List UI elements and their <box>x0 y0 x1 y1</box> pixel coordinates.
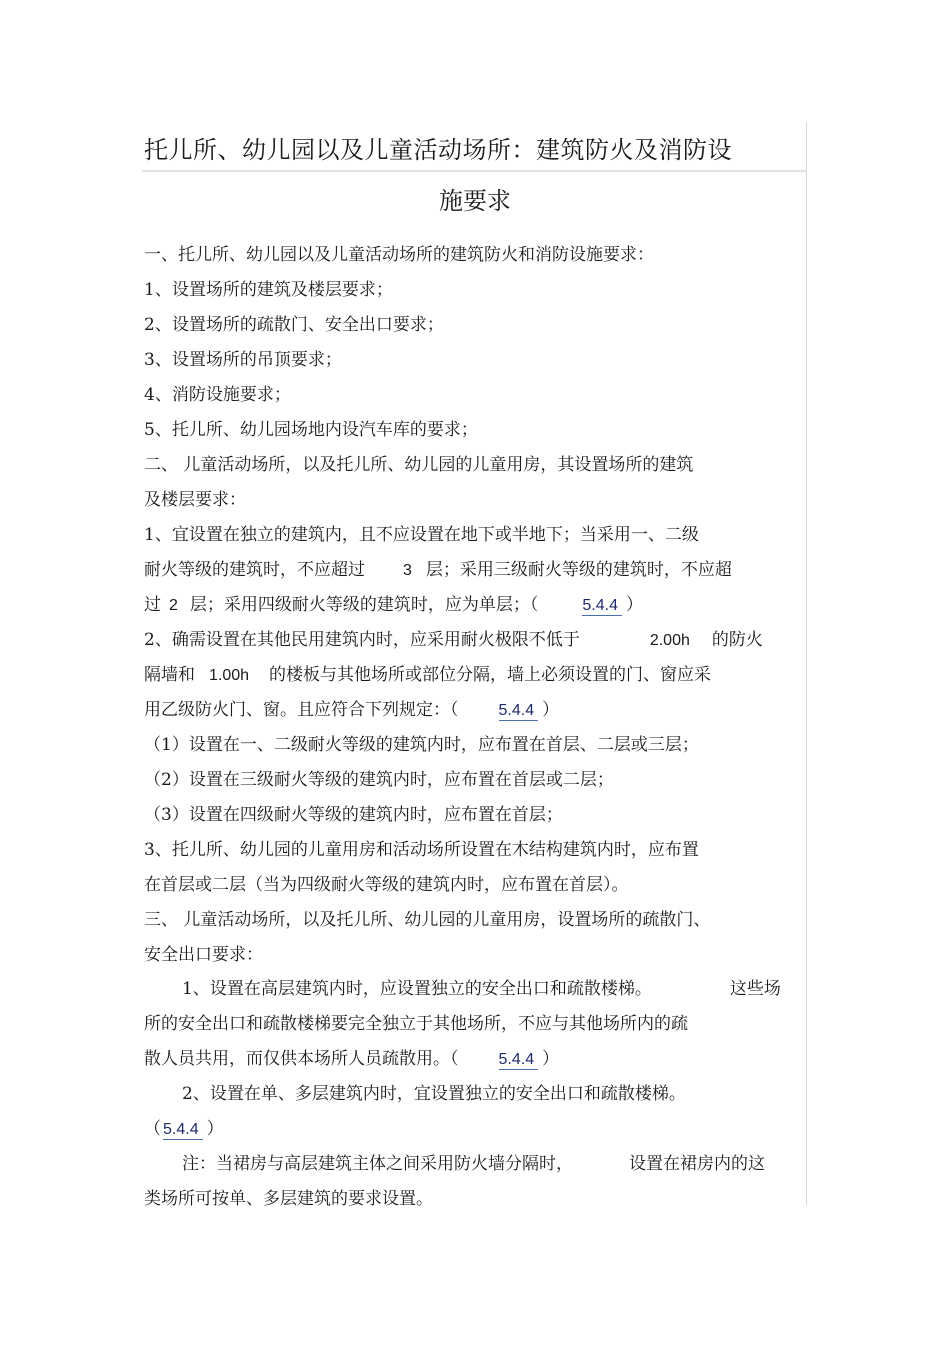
text-span: 层；采用三级耐火等级的建筑时，不应超 <box>425 560 732 580</box>
section1-item-2: 2、设置场所的疏散门、安全出口要求； <box>144 315 444 335</box>
text-span: 隔墙和 <box>144 665 195 685</box>
section1-item-4: 4、消防设施要求； <box>144 385 291 405</box>
section2-p2-line3 <box>144 699 559 721</box>
text-span: ） <box>542 700 560 720</box>
section2-p1-line2 <box>144 559 732 582</box>
text-span: 2、确需设置在其他民用建筑内时，应采用耐火极限不低于 <box>144 630 580 650</box>
fire-rating-value: 1.00h <box>209 667 250 684</box>
section1-item-3: 3、设置场所的吊顶要求； <box>144 350 342 370</box>
title-divider <box>142 170 806 172</box>
text-span: （ <box>144 1119 161 1139</box>
text-span: ） <box>542 1049 560 1069</box>
section2-p1-line3 <box>144 594 643 617</box>
section3-p2-line1: 2、设置在单、多层建筑内时，宜设置独立的安全出口和疏散楼梯。 <box>182 1084 686 1104</box>
section2-sub-item-3: （3）设置在四级耐火等级的建筑内时，应布置在首层； <box>144 805 563 825</box>
text-span: 散人员共用，而仅供本场所人员疏散用。（ <box>144 1049 459 1069</box>
document-title-line1: 托儿所、幼儿园以及儿童活动场所：建筑防火及消防设 <box>144 136 732 164</box>
section2-sub-item-1: （1）设置在一、二级耐火等级的建筑内时，应布置在首层、二层或三层； <box>144 735 699 755</box>
code-reference-link[interactable]: 5.4.4 <box>499 702 539 721</box>
code-reference-link[interactable]: 5.4.4 <box>582 597 622 616</box>
text-span: 这些场 <box>729 979 781 999</box>
section3-heading-line2: 安全出口要求： <box>144 945 263 965</box>
section2-sub-item-2: （2）设置在三级耐火等级的建筑内时，应布置在首层或二层； <box>144 770 614 790</box>
section1-item-1: 1、设置场所的建筑及楼层要求； <box>144 280 393 300</box>
text-span: ） <box>626 595 643 615</box>
text-span: 的楼板与其他场所或部位分隔，墙上必须设置的门、窗应采 <box>269 665 712 685</box>
text-span: 注：当裙房与高层建筑主体之间采用防火墙分隔时， <box>182 1154 573 1174</box>
section2-p2-line1 <box>144 629 763 652</box>
section3-p1-line1 <box>182 978 781 1000</box>
section3-note-line2: 类场所可按单、多层建筑的要求设置。 <box>144 1189 433 1209</box>
section2-p3-line1: 3、托儿所、幼儿园的儿童用房和活动场所设置在木结构建筑内时，应布置 <box>144 840 699 860</box>
code-reference-link[interactable]: 5.4.4 <box>499 1051 539 1070</box>
section1-heading: 一、托儿所、幼儿园以及儿童活动场所的建筑防火和消防设施要求： <box>144 245 654 265</box>
section2-p3-line2: 在首层或二层（当为四级耐火等级的建筑内时，应布置在首层）。 <box>144 875 629 895</box>
text-span: 设置在裙房内的这 <box>629 1154 765 1174</box>
section2-p2-line2 <box>144 664 711 687</box>
text-span: 过 <box>144 595 161 615</box>
section2-p1-line1: 1、宜设置在独立的建筑内，且不应设置在地下或半地下；当采用一、二级 <box>144 525 699 545</box>
section1-item-5: 5、托儿所、幼儿园场地内设汽车库的要求； <box>144 420 478 440</box>
section3-p1-line3 <box>144 1048 559 1070</box>
section3-p1-line2: 所的安全出口和疏散楼梯要完全独立于其他场所，不应与其他场所内的疏 <box>144 1014 688 1034</box>
section3-note-line1 <box>182 1153 765 1175</box>
section3-heading-line1: 三、 儿童活动场所，以及托儿所、幼儿园的儿童用房，设置场所的疏散门、 <box>144 910 711 930</box>
floor-count: 3 <box>403 562 412 579</box>
text-span: 耐火等级的建筑时，不应超过 <box>144 560 365 580</box>
document-title-line2: 施要求 <box>439 187 511 215</box>
section3-p2-line2 <box>144 1118 224 1140</box>
code-reference-link[interactable]: 5.4.4 <box>163 1121 203 1140</box>
section2-heading-line2: 及楼层要求： <box>144 490 246 510</box>
text-span: 用乙级防火门、窗。且应符合下列规定：（ <box>144 700 459 720</box>
floor-count: 2 <box>169 597 178 614</box>
text-span: ） <box>206 1119 224 1139</box>
fire-rating-value: 2.00h <box>649 632 690 649</box>
section2-heading-line1: 二、 儿童活动场所，以及托儿所、幼儿园的儿童用房，其设置场所的建筑 <box>144 455 694 475</box>
text-span: 的防火 <box>711 630 763 650</box>
text-span: 层；采用四级耐火等级的建筑时，应为单层；（ <box>189 595 539 615</box>
text-span: 1、设置在高层建筑内时，应设置独立的安全出口和疏散楼梯。 <box>182 979 652 999</box>
